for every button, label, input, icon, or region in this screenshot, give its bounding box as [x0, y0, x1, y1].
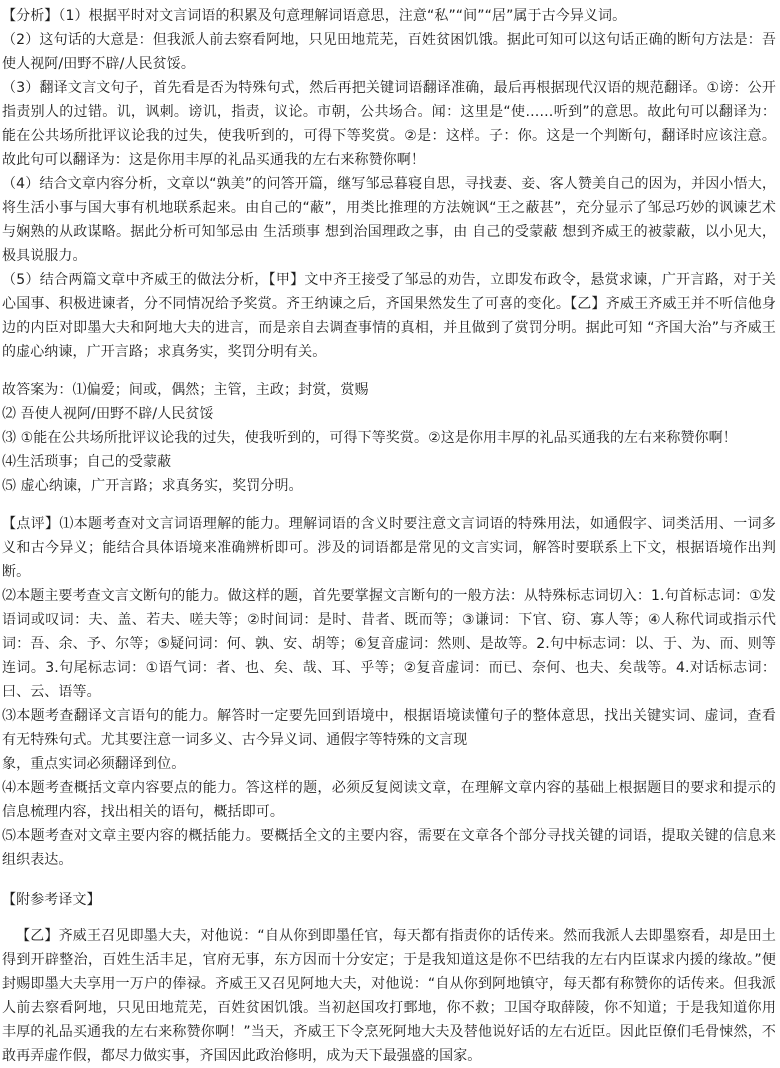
review-paragraph-3: ⑶本题考查翻译文言语句的能力。解答时一定要先回到语境中，根据语境读懂句子的整体意思，找出关键实词、虚词，查看有无特殊句式。尤其要注意一词多义、古今异义词、通假字等特殊的文言现 — [2, 708, 776, 748]
answer-line-3: ⑶ ①能在公共场所批评议论我的过失，使我听到的，可得下等奖赏。②这是你用丰厚的礼品买通我的左右来称赞你啊！ — [2, 430, 737, 446]
analysis-paragraph-3: （3）翻译文言文句子，首先看是否为特殊句式，然后再把关键词语翻译准确，最后再根据现代汉语的规范翻译。①谤：公开指责别人的过错。讥，讽刺。谤讥，指责，议论。市朝，公共场合。闻：这里是“使……听到”的意思。故此句可以翻译为：能在公共场所批评议论我的过失，使我听到的，可得下等奖赏。②是：这样。子：你。这是一个判断句，翻译时应该注意。故此句可以翻译为：这是你用丰厚的礼品买通我的左右来称赞你啊！ — [2, 80, 776, 168]
answer-line-5: ⑸ 虚心纳谏，广开言路；求真务实，奖罚分明。 — [2, 478, 303, 494]
analysis-paragraph-2: （2）这句话的大意是：但我派人前去察看阿地，只见田地荒芜，百姓贫困饥饿。据此可知可以这句话正确的断句方法是：吾使人视阿/田野不辟/人民贫馁。 — [2, 32, 776, 72]
answer-line-1: 故答案为：⑴偏爱；间或，偶然；主管，主政；封赏，赏赐 — [2, 382, 369, 398]
translation-section — [2, 888, 776, 1068]
analysis-section — [2, 4, 776, 364]
translation-body: 【乙】齐威王召见即墨大夫，对他说：“自从你到即墨任官，每天都有指责你的话传来。然而我派人去即墨察看，却是田土得到开辟整治，百姓生活丰足，官府无事，东方因而十分安定；于是我知道这是你不巴结我的左右内臣谋求内援的缘故。”便封赐即墨大夫享用一万户的俸禄。齐威王又召见阿地大夫，对他说：“自从你到阿地镇守，每天都有称赞你的话传来。但我派人前去察看阿地，只见田地荒芜，百姓贫困饥饿。当初赵国攻打鄄地，你不救；卫国夺取薛陵，你不知道；于是我知道你用丰厚的礼品买通我的左右来称赞你啊！”当天，齐威王下令烹死阿地大夫及替他说好话的左右近臣。因此臣僚们毛骨悚然，不敢再弄虚作假，都尽力做实事，齐国因此政治修明，成为天下最强盛的国家。 — [2, 928, 776, 1064]
spacer — [2, 498, 776, 512]
spacer — [2, 912, 776, 924]
spacer — [2, 872, 776, 888]
review-paragraph-5: ⑸本题考查对文章主要内容的概括能力。要概括全文的主要内容，需要在文章各个部分寻找关键的词语，提取关键的信息来组织表达。 — [2, 828, 776, 868]
answer-line-2: ⑵ 吾使人视阿/田野不辟/人民贫馁 — [2, 406, 214, 422]
translation-heading: 【附参考译文】 — [2, 892, 101, 908]
analysis-paragraph-5: （5）结合两篇文章中齐威王的做法分析，【甲】文中齐王接受了邹忌的劝告，立即发布政令，悬赏求谏，广开言路，对于关心国事、积极进谏者，分不同情况给予奖赏。齐王纳谏之后，齐国果然发生了可喜的变化。【乙】齐威王齐威王并不听信他身边的内臣对即墨大夫和阿地大夫的进言，而是亲自去调查事情的真相，并且做到了赏罚分明。据此可知 “齐国大治”与齐威王的虚心纳谏，广开言路；求真务实，奖罚分明有关。 — [2, 272, 776, 360]
spacer — [2, 364, 776, 378]
review-paragraph-1: 【点评】⑴本题考查对文言词语理解的能力。理解词语的含义时要注意文言词语的特殊用法，如通假字、词类活用、一词多义和古今异义；能结合具体语境来准确辨析即可。涉及的词语都是常见的文言实词，解答时要联系上下文，根据语境作出判断。 — [2, 516, 776, 580]
review-paragraph-2: ⑵本题主要考查文言文断句的能力。做这样的题，首先要掌握文言断句的一般方法：从特殊标志词切入：1.句首标志词：①发语词或叹词：夫、盖、若夫、嗟夫等；②时间词：是时、昔者、既而等；③谦词：下官、窃、寡人等；④人称代词或指示代词：吾、余、予、尔等；⑤疑问词：何、孰、安、胡等；⑥复音虚词：然则、是故等。2.句中标志词：以、于、为、而、则等连词。3.句尾标志词：①语气词：者、也、矣、哉、耳、乎等；②复音虚词：而已、奈何、也夫、矣哉等。4.对话标志词：曰、云、语等。 — [2, 588, 776, 700]
answer-line-4: ⑷生活琐事；自己的受蒙蔽 — [2, 454, 172, 470]
review-paragraph-4: ⑷本题考查概括文章内容要点的能力。答这样的题，必须反复阅读文章，在理解文章内容的基础上根据题目的要求和提示的信息梳理内容，找出相关的语句，概括即可。 — [2, 780, 776, 820]
answers-section — [2, 378, 776, 498]
analysis-paragraph-1: 【分析】（1）根据平时对文言词语的积累及句意理解词语意思，注意“私”“间”“居”属于古今异义词。 — [2, 8, 627, 24]
review-section — [2, 512, 776, 872]
review-paragraph-3-continued: 象，重点实词必须翻译到位。 — [2, 756, 186, 772]
analysis-paragraph-4: （4）结合文章内容分析，文章以“孰美”的问答开篇，继写邹忌暮寝自思，寻找妻、妾、客人赞美自己的因为，并因小悟大，将生活小事与国大事有机地联系起来。由自己的“蔽”，用类比推理的方法婉讽“王之蔽甚”，充分显示了邹忌巧妙的讽谏艺术与娴熟的从政谋略。据此分析可知邹忌由 生活琐事 想到治国理政之事，由 自己的受蒙蔽 想到齐威王的被蒙蔽，以小见大，极具说服力。 — [2, 176, 776, 264]
